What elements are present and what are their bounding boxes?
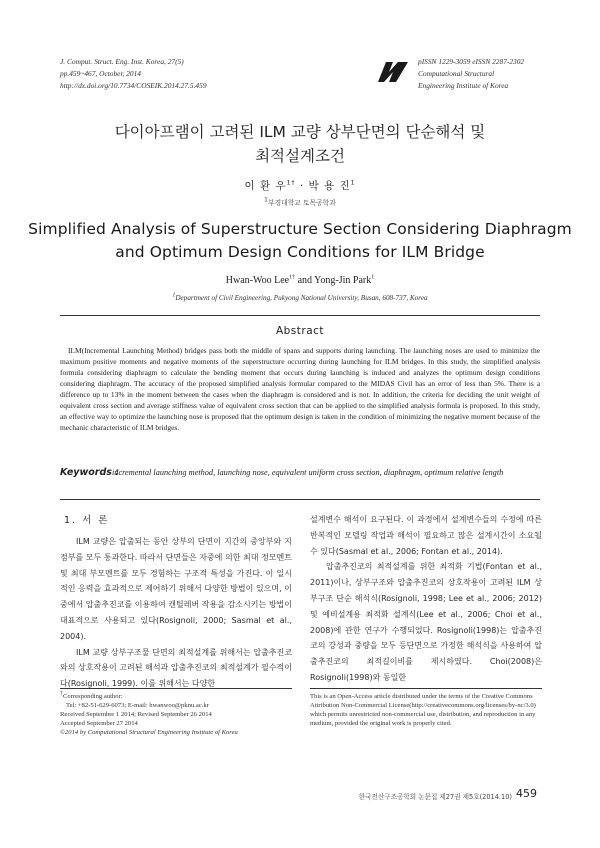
footnote-correspondence xyxy=(60,692,300,737)
doi-link[interactable]: http://dx.doi.org/10.7734/COSEIK.2014.27.5.459 xyxy=(60,81,207,90)
footnote-license: This is an Open-Access article distributed under the terms of the Creative Commons Attribution Non-Commercial License(http://creativecommons.org/licenses/by-nc/3.0) which permits unrestricted non-commercial use, distribution, and reproduction in any medium, provided the original work is properly cited. xyxy=(310,693,536,727)
affiliation-mark: 1 xyxy=(172,292,176,299)
body-paragraph: 설계변수 해석이 요구된다. 이 과정에서 설계변수들의 수정에 따른 반복적인 모델링 작업과 해석이 필요하고 많은 설계시간이 소요될 수 있다(Sasmal et al., 2006; Fontan et al., 2014). xyxy=(310,515,542,556)
divider xyxy=(60,315,540,316)
keywords-label: Keywords : xyxy=(60,467,120,478)
publisher-line: Computational Structural xyxy=(418,69,495,78)
footnote-line: Tel: +82-51-629-6073; E-mail: hwanwoo@pknu.ac.kr xyxy=(66,702,209,709)
author-separator: · xyxy=(295,180,309,192)
citation-line: pp.459~467, October, 2014 xyxy=(60,69,141,78)
issn-block xyxy=(418,56,524,92)
affiliation-korean xyxy=(0,197,600,207)
footnote-line: Received September 1 2014; Revised September 26 2014 xyxy=(60,711,212,718)
abstract-heading: Abstract xyxy=(275,325,325,337)
author-name: Hwan-Woo Lee xyxy=(225,275,290,286)
author-mark: 1† xyxy=(289,274,296,281)
divider xyxy=(60,499,540,500)
footnote-line: ©2014 by Computational Structural Engineering Institute of Korea xyxy=(60,729,238,736)
footnote-line: Accepted September 27 2014 xyxy=(60,720,138,727)
author-name: 이 환 우 xyxy=(244,180,287,192)
title-korean-line: 최적설계조건 xyxy=(255,147,345,165)
society-logo-icon xyxy=(376,60,410,84)
keywords-text: incremental launching method, launching nose, equivalent uniform cross section, diaphragm, optimum relative length xyxy=(112,468,504,477)
authors-english xyxy=(0,275,600,286)
footnote-rule xyxy=(310,688,542,689)
corresponding-mark: † xyxy=(60,690,63,697)
body-column-left xyxy=(60,508,292,692)
authors-korean xyxy=(0,178,600,193)
body-paragraph: 압출추진코의 최적설계를 위한 최적화 기법(Fontan et al., 2011)이나, 상부구조와 압출추진코의 상호작용이 고려된 ILM 상부구조 단순 해석식(Rosignoli, 1998; Lee et al., 2006; 2012) 및 예비설계용 최적화 설계식(Lee et al., 2006; Choi et al., 2008)에 관한 연구가 수행되었다. Rosignoli(1998)는 압출추진코의 강성과 중량을 모두 등단면으로 가정한 해석식을 사용하여 압출추진코의 최적길이비를 제시하였다. Choi(2008)은 Rosignoli(1998)와 동일한 xyxy=(310,562,542,682)
title-english-line: Simplified Analysis of Superstructure Section Considering Diaphragm xyxy=(28,220,572,238)
title-english-line: and Optimum Design Conditions for ILM Bridge xyxy=(115,243,485,261)
page-number: 459 xyxy=(516,787,537,800)
abstract-body: ILM(Incremental Launching Method) bridges pass both the middle of spans and supports during launching. The launching noses are used to minimize the maximum positive moments and negative moments of the superstructure occurring during launching for ILM bridges. In this study, the simplified analysis formula considering diaphragm to calculate the bending moment that occurs during launching is induced and analyzes the optimum design conditions considering diaphragm. The accuracy of the proposed simplified analysis formular compared to the MIDAS Civil has an error of less than 5%. There is a difference up to 13% in the moment between the cases when the diaphragm is considered and is not. In addition, the criteria for deciding the unit weight of equivalent cross section and average stiffness value of equivalent cross section that can be applied to the simplified analysis formula is proposed. In this study, an effective way to optimize the launching nose is proposed that the optimum design is taken in the condition of minimizing the negative moment because of the mechanic characteristic of ILM bridges. xyxy=(60,346,540,432)
body-paragraph: ILM 교량은 압출되는 동안 상부의 단면이 지간의 중앙부와 지점부를 모두 통과한다. 따라서 단면들은 자중에 의한 최대 정모멘트 및 최대 부모멘트를 모두 경험하는 구조적 특성을 가진다. 이 일시적인 응력을 효과적으로 제어하기 위해서 다양한 방법이 있으며, 이중에서 압출추진코를 이용하여 캔틸레버 작용을 감소시키는 방법이 대표적으로 사용되고 있다(Rosignoli, 2000; Sasmal et al., 2004). xyxy=(60,537,292,641)
title-korean-line: 다이아프램이 고려된 ILM 교량 상부단면의 단순해석 및 xyxy=(114,123,486,141)
footnote-line xyxy=(60,692,300,701)
author-name: 박 용 진 xyxy=(308,180,351,192)
author-mark: 1 xyxy=(371,274,375,281)
footnote-rule xyxy=(60,688,292,689)
affiliation-text: Department of Civil Engineering, Pukyong National University, Busan, 608-737, Korea xyxy=(175,294,428,302)
title-korean xyxy=(0,120,600,168)
author-mark: 1† xyxy=(286,179,296,187)
title-english xyxy=(0,218,600,264)
body-paragraph: ILM 교량 상부구조물 단면의 최적설계를 위해서는 압출추진코와의 상호작용이 고려된 해석과 압출추진코의 최적설계가 필수적이다(Rosignoli, 1999). 이를 위해서는 다양한 xyxy=(60,647,292,689)
author-mark: 1 xyxy=(350,179,356,187)
affiliation-mark: 1 xyxy=(264,196,268,204)
author-conjunction: and xyxy=(295,275,315,286)
body-column-right xyxy=(310,512,542,686)
affiliation-text: 부경대학교 토목공학과 xyxy=(268,199,336,207)
affiliation-english xyxy=(0,294,600,302)
citation-line: J. Comput. Struct. Eng. Inst. Korea, 27(5) xyxy=(60,57,184,66)
author-name: Yong-Jin Park xyxy=(314,275,372,286)
publisher-line: Engineering Institute of Korea xyxy=(418,81,509,90)
section-heading: 1. 서 론 xyxy=(64,515,110,526)
journal-citation xyxy=(60,56,207,92)
journal-footer: 한국전산구조공학회 논문집 제27권 제5호(2014.10) xyxy=(358,793,512,801)
issn-line: pISSN 1229-3059 eISSN 2287-2302 xyxy=(418,57,525,66)
footnote-text: Corresponding author: xyxy=(63,693,123,700)
